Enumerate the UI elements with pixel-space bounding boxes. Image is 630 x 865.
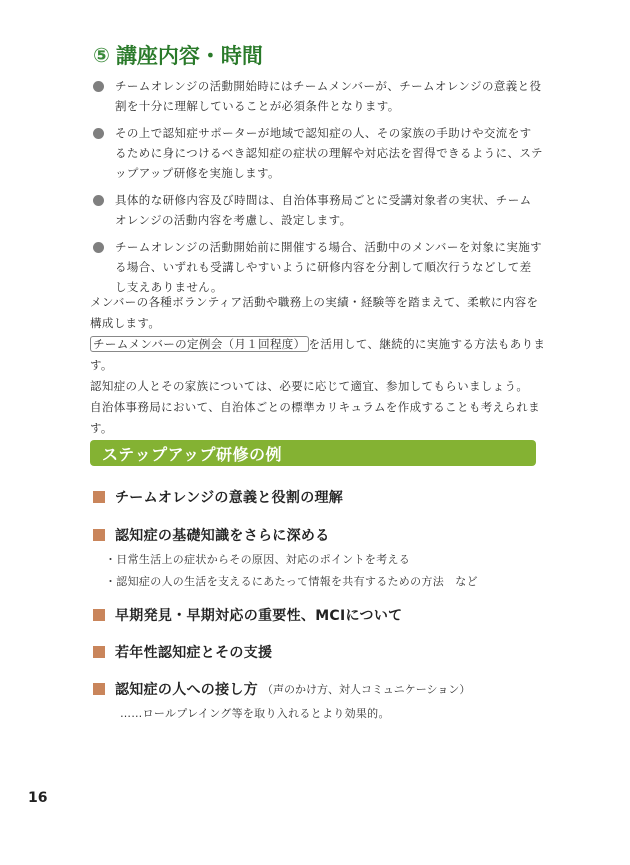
topic-label: 若年性認知症とその支援 <box>115 645 273 661</box>
bullet-text: チームオレンジの活動開始前に開催する場合、活動中のメンバーを対象に実施する場合、いずれも受講しやすいように研修内容を分割して順次行うなどして差し支えありません。 <box>115 240 543 294</box>
bullet-item <box>93 76 543 116</box>
topic-item <box>93 679 470 699</box>
topic-label: 認知症の基礎知識をさらに深める <box>115 528 330 544</box>
bullet-item <box>93 190 543 230</box>
bullet-item <box>93 237 543 297</box>
square-bullet-icon <box>93 609 105 621</box>
bullet-text: その上で認知症サポーターが地域で認知症の人、その家族の手助けや交流をするために身につけるべき認知症の症状の理解や対応法を習得できるように、ステップアップ研修を実施します。 <box>115 126 543 180</box>
section-title: 講座内容・時間 <box>115 44 263 68</box>
paragraph-line: メンバーの各種ボランティア活動や職務上の実績・経験等を踏まえて、柔軟に内容を構成します。 <box>90 295 539 330</box>
boxed-phrase: チームメンバーの定例会（月１回程度） <box>90 336 309 352</box>
square-bullet-icon <box>93 683 105 695</box>
topic-detail: ……ロールプレイング等を取り入れるとより効果的。 <box>120 707 390 720</box>
bullet-text: 具体的な研修内容及び時間は、自治体事務局ごとに受講対象者の実状、チームオレンジの活動内容を考慮し、設定します。 <box>115 193 532 227</box>
bullet-dot-icon <box>93 195 104 206</box>
page-number: 16 <box>28 790 48 806</box>
topic-label: 早期発見・早期対応の重要性、MCIについて <box>115 608 403 624</box>
paragraph-line: 認知症の人とその家族については、必要に応じて適宜、参加してもらいましょう。 <box>90 379 529 393</box>
topic-label: 認知症の人への接し方 <box>115 682 258 698</box>
bullet-dot-icon <box>93 128 104 139</box>
section-number: ⑤ <box>93 43 110 67</box>
topic-item <box>93 525 330 545</box>
bullet-item <box>93 123 543 183</box>
square-bullet-icon <box>93 529 105 541</box>
paragraph-line <box>90 334 550 376</box>
topic-item <box>93 487 343 507</box>
bullet-dot-icon <box>93 81 104 92</box>
paragraph-line: 自治体事務局において、自治体ごとの標準カリキュラムを作成することも考えられます。 <box>90 400 540 435</box>
sub-item: ・認知症の人の生活を支えるにあたって情報を共有するための方法 など <box>105 575 478 588</box>
topic-item <box>93 605 402 625</box>
topic-item <box>93 642 272 662</box>
section-heading <box>93 40 263 70</box>
square-bullet-icon <box>93 646 105 658</box>
body-paragraph <box>90 292 550 439</box>
sub-item: ・日常生活上の症状からその原因、対応のポイントを考える <box>105 553 411 566</box>
bullet-dot-icon <box>93 242 104 253</box>
square-bullet-icon <box>93 491 105 503</box>
bullet-text: チームオレンジの活動開始時にはチームメンバーが、チームオレンジの意義と役割を十分に理解していることが必須条件となります。 <box>115 79 542 113</box>
banner-label: ステップアップ研修の例 <box>102 445 283 464</box>
topic-label: チームオレンジの意義と役割の理解 <box>115 490 344 506</box>
bullet-list <box>93 76 543 304</box>
section-banner <box>90 440 536 466</box>
topic-note: （声のかけ方、対人コミュニケーション） <box>262 683 471 696</box>
paragraph-line-rest: を活用して、継続的に実施する方法もあります。 <box>90 337 546 372</box>
